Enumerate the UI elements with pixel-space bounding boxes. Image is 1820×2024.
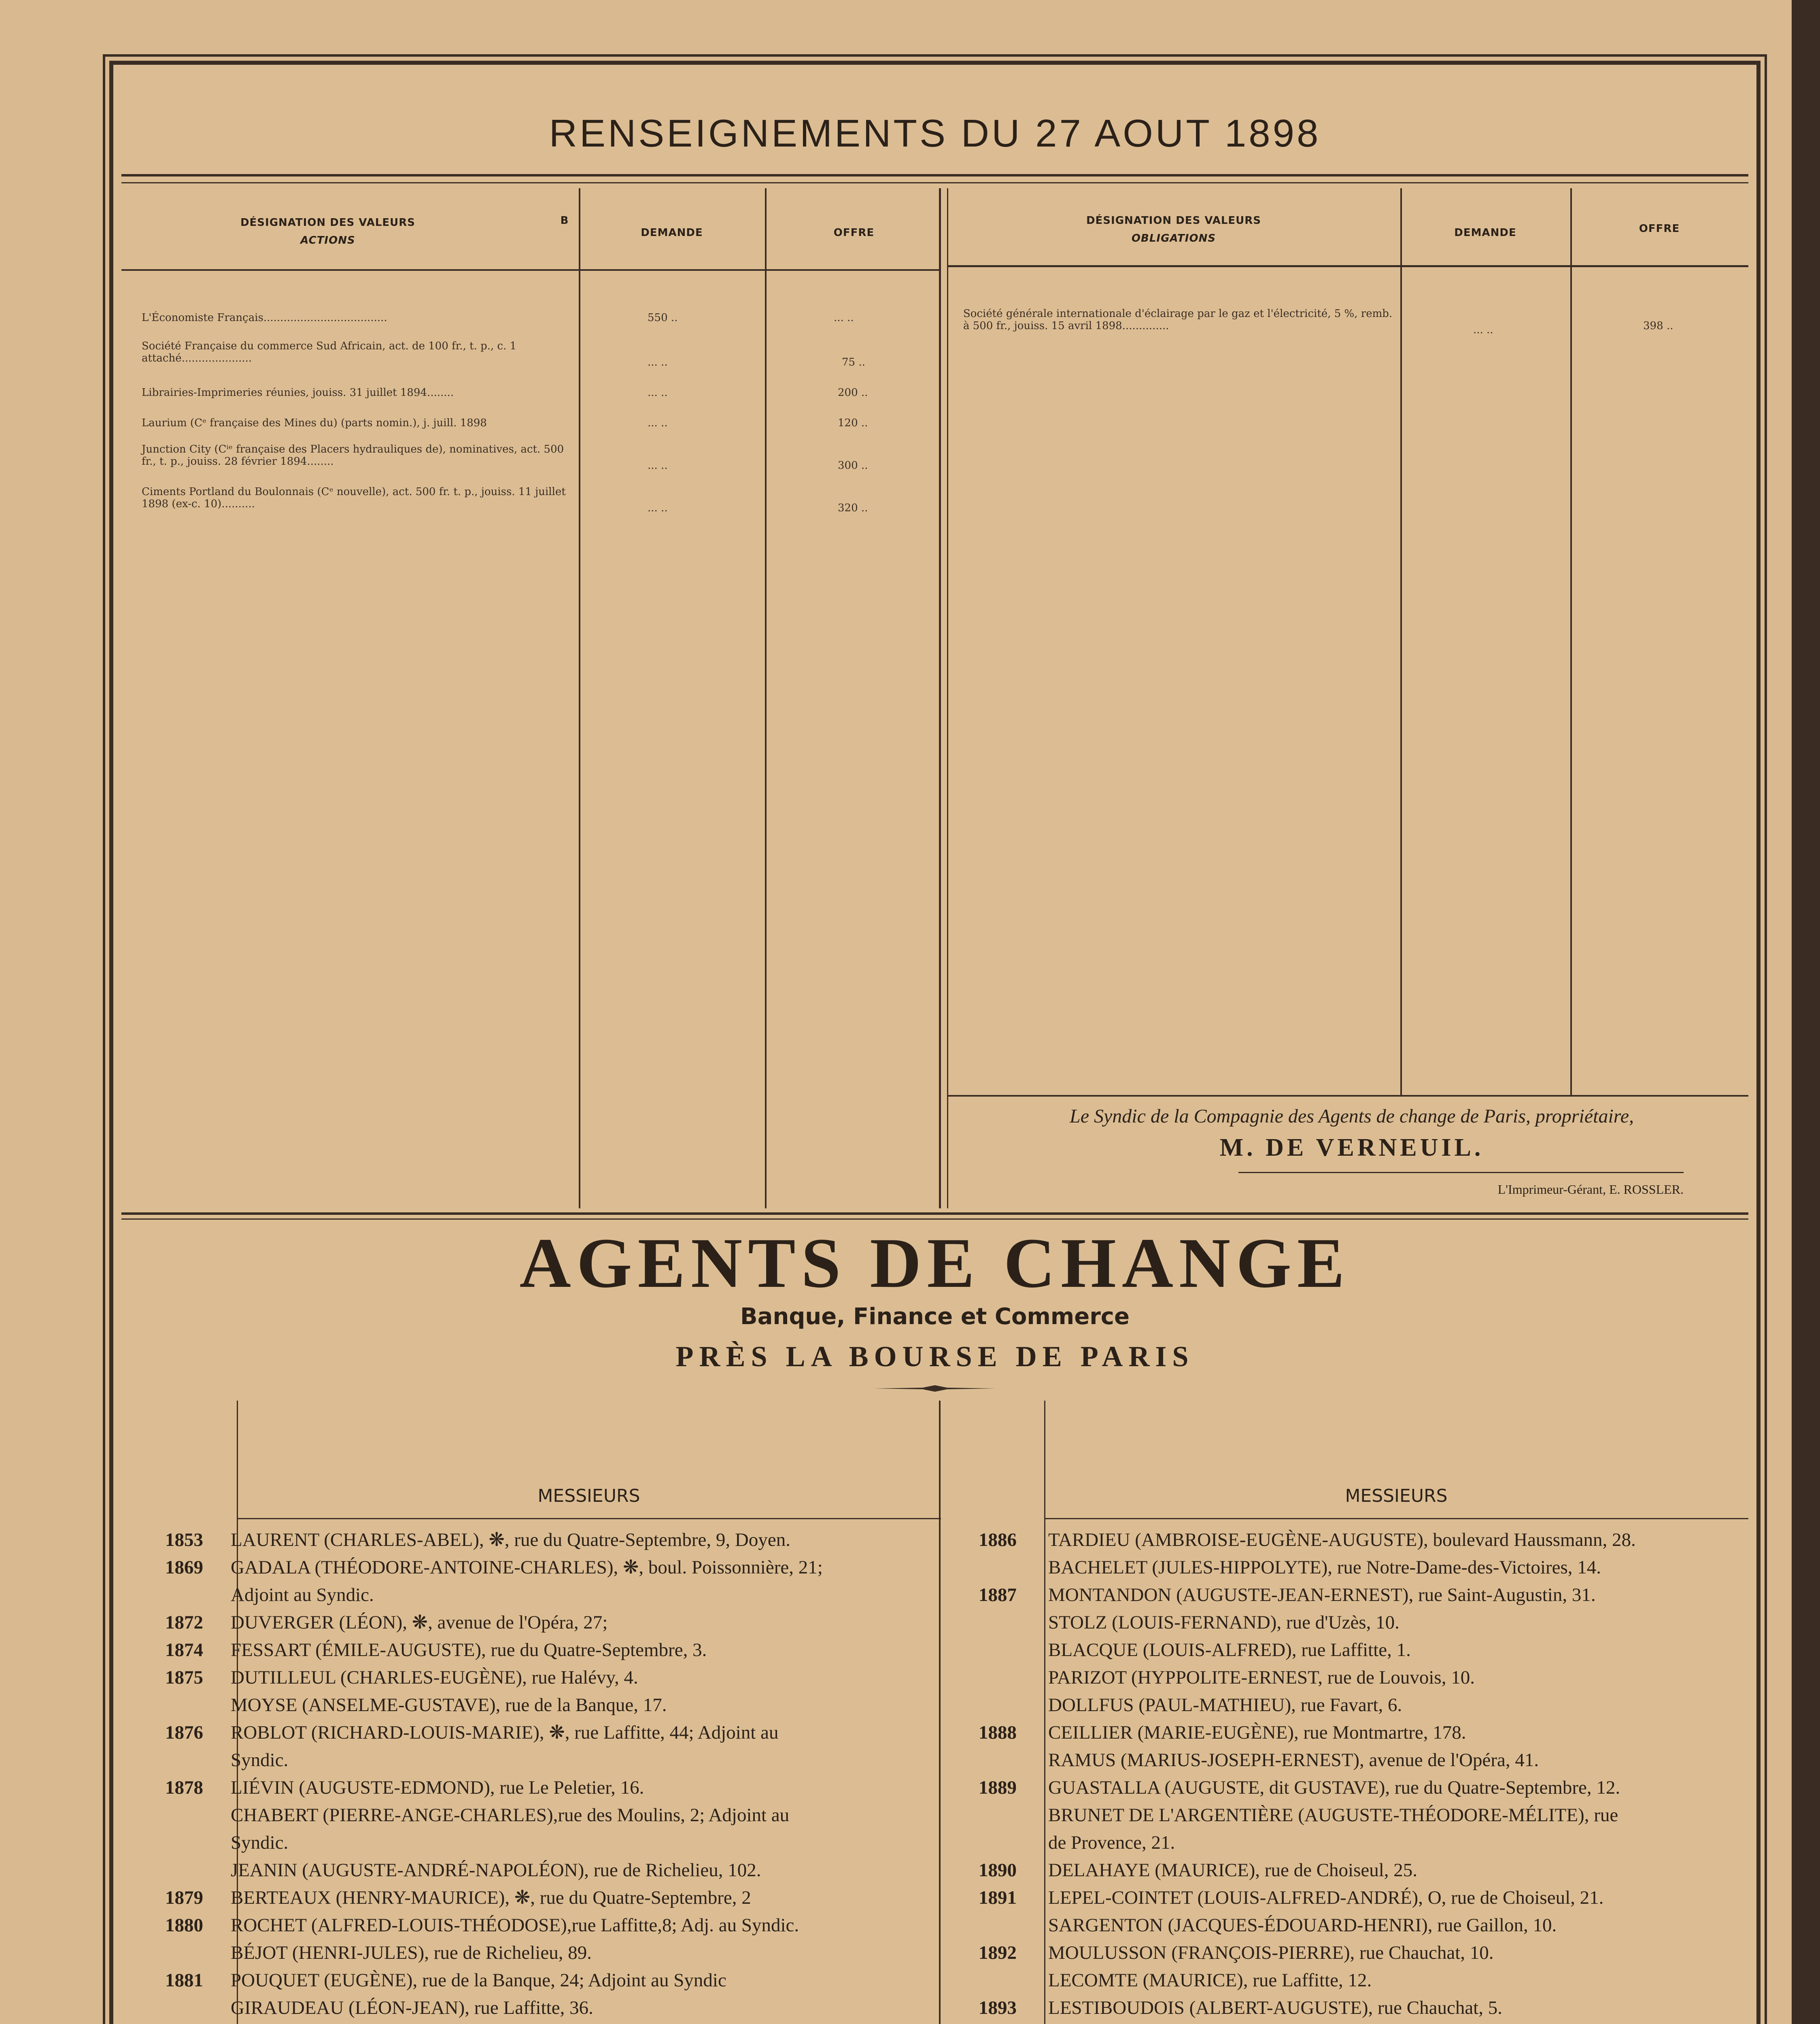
list-item bbox=[947, 1609, 1712, 1636]
agent-year: 1893 bbox=[979, 1997, 1017, 2018]
actions-col-divider-1 bbox=[579, 188, 580, 1208]
table-row-offre: 300 .. bbox=[838, 459, 868, 472]
actions-designation-header: DÉSIGNATION DES VALEURS ACTIONS bbox=[240, 217, 416, 247]
title-rule-thin bbox=[121, 182, 1748, 183]
agent-year bbox=[138, 1829, 231, 1856]
agent-year: 1874 bbox=[165, 1639, 203, 1660]
agent-year: 1881 bbox=[165, 1970, 203, 1991]
agent-year bbox=[138, 1746, 231, 1774]
agent-year bbox=[947, 1636, 1048, 1664]
table-row-demande: ... .. bbox=[648, 459, 668, 472]
list-item bbox=[947, 1829, 1712, 1856]
list-item bbox=[138, 1829, 862, 1856]
actions-col-divider-2 bbox=[765, 188, 767, 1208]
page-edge-shadow bbox=[1792, 0, 1820, 2024]
list-item bbox=[138, 1746, 862, 1774]
oblig-demande-header: DEMANDE bbox=[1454, 227, 1516, 239]
list-item bbox=[947, 1856, 1712, 1884]
table-row-name: Ciments Portland du Boulonnais (Cᵉ nouvelle), act. 500 fr. t. p., jouiss. 11 juillet 1898 (ex-c. 10).......... bbox=[142, 486, 566, 510]
table-row-name: Société Française du commerce Sud Africain, act. de 100 fr., t. p., c. 1 attaché..................... bbox=[142, 340, 517, 364]
table-row-offre: 75 .. bbox=[842, 356, 865, 368]
agent-year: 1889 bbox=[979, 1777, 1017, 1798]
agent-year bbox=[138, 2022, 231, 2024]
agent-year bbox=[947, 1967, 1048, 1994]
agent-year bbox=[138, 1994, 231, 2022]
agent-entry: RAMUS (MARIUS-JOSEPH-ERNEST), avenue de l'Opéra, 41. bbox=[1048, 1750, 1539, 1771]
agent-entry: MOYSE (ANSELME-GUSTAVE), rue de la Banque, 17. bbox=[231, 1694, 667, 1716]
actions-b-header: B bbox=[560, 215, 569, 227]
agent-entry: Syndic. bbox=[231, 1750, 289, 1771]
agent-year bbox=[138, 1691, 231, 1719]
oblig-bottom-rule bbox=[947, 1095, 1748, 1097]
actions-offre-header: OFFRE bbox=[833, 227, 875, 239]
agent-entry bbox=[231, 2022, 862, 2024]
agent-entry: GADALA (THÉODORE-ANTOINE-CHARLES), ❋, boul. Poissonnière, 21; bbox=[231, 1557, 823, 1578]
agent-entry: DELAHAYE (MAURICE), rue de Choiseul, 25. bbox=[1048, 1860, 1418, 1881]
table-row-name: Junction City (Cⁱᵉ française des Placers hydrauliques de), nominatives, act. 500 fr., t. p., jouiss. 28 février 1894........ bbox=[142, 443, 564, 468]
agent-entry: ROCHET (ALFRED-LOUIS-THÉODOSE),rue Laffitte,8; Adj. au Syndic. bbox=[231, 1915, 799, 1936]
table-row-name: L'Économiste Français..................................... bbox=[142, 312, 387, 324]
list-item bbox=[947, 1774, 1712, 1801]
agent-entry: MOULUSSON (FRANÇOIS-PIERRE), rue Chauchat, 10. bbox=[1048, 1942, 1494, 1963]
list-item bbox=[947, 1746, 1712, 1774]
actions-demande-header: DEMANDE bbox=[641, 227, 703, 239]
list-item bbox=[138, 1554, 862, 1581]
agent-entry bbox=[1048, 2022, 1712, 2024]
table-row-offre: 320 .. bbox=[838, 502, 868, 514]
agent-entry: CHABERT (PIERRE-ANGE-CHARLES),rue des Moulins, 2; Adjoint au bbox=[231, 1805, 790, 1826]
agent-year: 1892 bbox=[979, 1942, 1017, 1963]
actions-header-rule-2 bbox=[579, 269, 941, 271]
list-item bbox=[138, 1526, 862, 1554]
agent-year bbox=[947, 1664, 1048, 1691]
table-row-demande: ... .. bbox=[1473, 324, 1493, 336]
list-item bbox=[138, 1691, 862, 1719]
list-item bbox=[138, 1801, 862, 1829]
agent-entry: LAURENT (CHARLES-ABEL), ❋, rue du Quatre-Septembre, 9, Doyen. bbox=[231, 1529, 790, 1550]
syndic-signature: M. DE VERNEUIL. bbox=[1219, 1134, 1484, 1161]
list-item bbox=[947, 2022, 1712, 2024]
agent-year bbox=[947, 1691, 1048, 1719]
agent-entry: MONTANDON (AUGUSTE-JEAN-ERNEST), rue Saint-Augustin, 31. bbox=[1048, 1584, 1596, 1605]
agent-entry: Syndic. bbox=[231, 1832, 289, 1853]
table-row-demande: ... .. bbox=[648, 387, 668, 399]
imprimeur-note: L'Imprimeur-Gérant, E. ROSSLER. bbox=[1497, 1182, 1684, 1197]
agent-year: 1869 bbox=[165, 1557, 203, 1578]
agent-entry: BÉJOT (HENRI-JULES), rue de Richelieu, 89. bbox=[231, 1942, 592, 1963]
list-item bbox=[138, 1911, 862, 1939]
oblig-col-divider-2 bbox=[1570, 188, 1572, 1095]
agent-entry: CEILLIER (MARIE-EUGÈNE), rue Montmartre, 178. bbox=[1048, 1722, 1466, 1743]
page-frame bbox=[109, 61, 1761, 2024]
list-item bbox=[138, 1609, 862, 1636]
list-item bbox=[947, 1526, 1712, 1554]
agent-year: 1891 bbox=[979, 1887, 1017, 1908]
agent-entry: LECOMTE (MAURICE), rue Laffitte, 12. bbox=[1048, 1970, 1372, 1991]
list-item bbox=[138, 1994, 862, 2022]
agent-year bbox=[138, 1939, 231, 1967]
list-item bbox=[138, 1719, 862, 1746]
syndic-note: Le Syndic de la Compagnie des Agents de change de Paris, propriétaire, bbox=[1070, 1106, 1634, 1127]
col-header-right: MESSIEURS bbox=[1345, 1486, 1448, 1506]
agent-year: 1879 bbox=[165, 1887, 203, 1908]
list-item bbox=[138, 1581, 862, 1609]
agent-entry: PARIZOT (HYPPOLITE-ERNEST, rue de Louvois, 10. bbox=[1048, 1667, 1475, 1688]
agent-year: 1890 bbox=[979, 1860, 1017, 1881]
list-item bbox=[947, 1967, 1712, 1994]
list-item bbox=[947, 1554, 1712, 1581]
agent-year: 1878 bbox=[165, 1777, 203, 1798]
table-row-demande: ... .. bbox=[648, 356, 668, 368]
list-item bbox=[947, 1801, 1712, 1829]
ornament-rule-icon bbox=[874, 1384, 996, 1393]
agent-year: 1887 bbox=[979, 1584, 1017, 1605]
list-item bbox=[947, 1636, 1712, 1664]
table-row-demande: ... .. bbox=[648, 417, 668, 429]
agents-center-divider bbox=[939, 1401, 941, 2024]
list-item bbox=[138, 1636, 862, 1664]
agent-year bbox=[947, 1911, 1048, 1939]
list-item bbox=[947, 1664, 1712, 1691]
table-row-name: Laurium (Cᵉ française des Mines du) (parts nomin.), j. juill. 1898 bbox=[142, 417, 487, 429]
agent-entry: LEPEL-COINTET (LOUIS-ALFRED-ANDRÉ), O, rue de Choiseul, 21. bbox=[1048, 1887, 1604, 1908]
agent-entry: LIÉVIN (AUGUSTE-EDMOND), rue Le Peletier, 16. bbox=[231, 1777, 644, 1798]
agent-year: 1888 bbox=[979, 1722, 1017, 1743]
agent-entry: LESTIBOUDOIS (ALBERT-AUGUSTE), rue Chauchat, 5. bbox=[1048, 1997, 1502, 2018]
agent-year: 1880 bbox=[165, 1915, 203, 1936]
table-row-name: Librairies-Imprimeries réunies, jouiss. 31 juillet 1894........ bbox=[142, 387, 454, 399]
col-header-left: MESSIEURS bbox=[537, 1486, 640, 1506]
agents-header-rule-right bbox=[1044, 1518, 1748, 1519]
list-item bbox=[138, 1967, 862, 1994]
agent-year bbox=[947, 1609, 1048, 1636]
agent-entry: DUTILLEUL (CHARLES-EUGÈNE), rue Halévy, 4. bbox=[231, 1667, 638, 1688]
section-rule-thin bbox=[121, 1218, 1748, 1220]
page-title: RENSEIGNEMENTS DU 27 AOUT 1898 bbox=[549, 112, 1321, 155]
oblig-designation-header: DÉSIGNATION DES VALEURS OBLIGATIONS bbox=[1086, 215, 1261, 244]
table-row-demande: ... .. bbox=[648, 502, 668, 514]
agent-year bbox=[138, 1801, 231, 1829]
agent-year bbox=[947, 2022, 1048, 2024]
agent-entry: de Provence, 21. bbox=[1048, 1832, 1175, 1853]
list-item bbox=[138, 2022, 862, 2024]
table-row-offre: 200 .. bbox=[838, 387, 868, 399]
agent-year bbox=[138, 1581, 231, 1609]
tables-center-divider bbox=[939, 188, 941, 1208]
agent-entry: POUQUET (EUGÈNE), rue de la Banque, 24; Adjoint au Syndic bbox=[231, 1970, 726, 1991]
signature-rule bbox=[1238, 1172, 1684, 1173]
agent-year: 1872 bbox=[165, 1612, 203, 1633]
agent-entry: FESSART (ÉMILE-AUGUSTE), rue du Quatre-Septembre, 3. bbox=[231, 1639, 707, 1660]
agent-entry: BRUNET DE L'ARGENTIÈRE (AUGUSTE-THÉODORE-MÉLITE), rue bbox=[1048, 1805, 1618, 1826]
agent-year bbox=[947, 1801, 1048, 1829]
oblig-offre-header: OFFRE bbox=[1639, 223, 1680, 235]
agent-entry: DUVERGER (LÉON), ❋, avenue de l'Opéra, 27; bbox=[231, 1612, 608, 1633]
agent-entry: ROBLOT (RICHARD-LOUIS-MARIE), ❋, rue Laffitte, 44; Adjoint au bbox=[231, 1722, 779, 1743]
agent-year: 1886 bbox=[979, 1529, 1017, 1550]
agent-year: 1875 bbox=[165, 1667, 203, 1688]
oblig-col-divider-1 bbox=[1400, 188, 1402, 1095]
agent-year: 1876 bbox=[165, 1722, 203, 1743]
list-item bbox=[947, 1719, 1712, 1746]
list-item bbox=[947, 1691, 1712, 1719]
agent-entry: DOLLFUS (PAUL-MATHIEU), rue Favart, 6. bbox=[1048, 1694, 1402, 1716]
actions-header-rule bbox=[121, 269, 581, 271]
agent-entry: SARGENTON (JACQUES-ÉDOUARD-HENRI), rue Gaillon, 10. bbox=[1048, 1915, 1557, 1936]
agent-entry: TARDIEU (AMBROISE-EUGÈNE-AUGUSTE), boulevard Haussmann, 28. bbox=[1048, 1529, 1636, 1550]
agent-entry: BACHELET (JULES-HIPPOLYTE), rue Notre-Dame-des-Victoires, 14. bbox=[1048, 1557, 1601, 1578]
agent-year bbox=[138, 1856, 231, 1884]
tables-center-divider-thin bbox=[947, 188, 948, 1208]
oblig-header-rule bbox=[947, 265, 1748, 267]
list-item bbox=[947, 1911, 1712, 1939]
agent-entry: GUASTALLA (AUGUSTE, dit GUSTAVE), rue du Quatre-Septembre, 12. bbox=[1048, 1777, 1620, 1798]
title-rule bbox=[121, 174, 1748, 176]
list-item bbox=[138, 1664, 862, 1691]
agents-title: AGENTS DE CHANGE bbox=[519, 1224, 1351, 1303]
table-row-offre: 120 .. bbox=[838, 417, 868, 429]
agent-entry: BLACQUE (LOUIS-ALFRED), rue Laffitte, 1. bbox=[1048, 1639, 1411, 1660]
agents-place: PRÈS LA BOURSE DE PARIS bbox=[675, 1340, 1194, 1373]
table-row-demande: 550 .. bbox=[648, 312, 678, 324]
list-item bbox=[947, 1939, 1712, 1967]
agent-entry: BERTEAUX (HENRY-MAURICE), ❋, rue du Quatre-Septembre, 2 bbox=[231, 1887, 751, 1908]
agent-year bbox=[947, 1829, 1048, 1856]
agent-entry: GIRAUDEAU (LÉON-JEAN), rue Laffitte, 36. bbox=[231, 1997, 593, 2018]
list-item bbox=[947, 1581, 1712, 1609]
list-item bbox=[138, 1856, 862, 1884]
list-item bbox=[138, 1939, 862, 1967]
table-row-offre: 398 .. bbox=[1643, 320, 1673, 332]
list-item bbox=[947, 1994, 1712, 2022]
agent-year: 1853 bbox=[165, 1529, 203, 1550]
agent-year bbox=[947, 1554, 1048, 1581]
list-item bbox=[138, 1884, 862, 1911]
agent-entry: JEANIN (AUGUSTE-ANDRÉ-NAPOLÉON), rue de Richelieu, 102. bbox=[231, 1860, 761, 1881]
agent-entry: Adjoint au Syndic. bbox=[231, 1584, 374, 1605]
section-rule bbox=[121, 1212, 1748, 1215]
table-row-name: Société générale internationale d'éclairage par le gaz et l'électricité, 5 %, remb. à 500 fr., jouiss. 15 avril 1898.............. bbox=[963, 308, 1393, 332]
agents-subtitle: Banque, Finance et Commerce bbox=[740, 1303, 1130, 1330]
agents-header-rule-left bbox=[237, 1518, 941, 1519]
agent-entry: STOLZ (LOUIS-FERNAND), rue d'Uzès, 10. bbox=[1048, 1612, 1400, 1633]
table-row-offre: ... .. bbox=[834, 312, 854, 324]
agent-year bbox=[947, 1746, 1048, 1774]
list-item bbox=[947, 1884, 1712, 1911]
list-item bbox=[138, 1774, 862, 1801]
